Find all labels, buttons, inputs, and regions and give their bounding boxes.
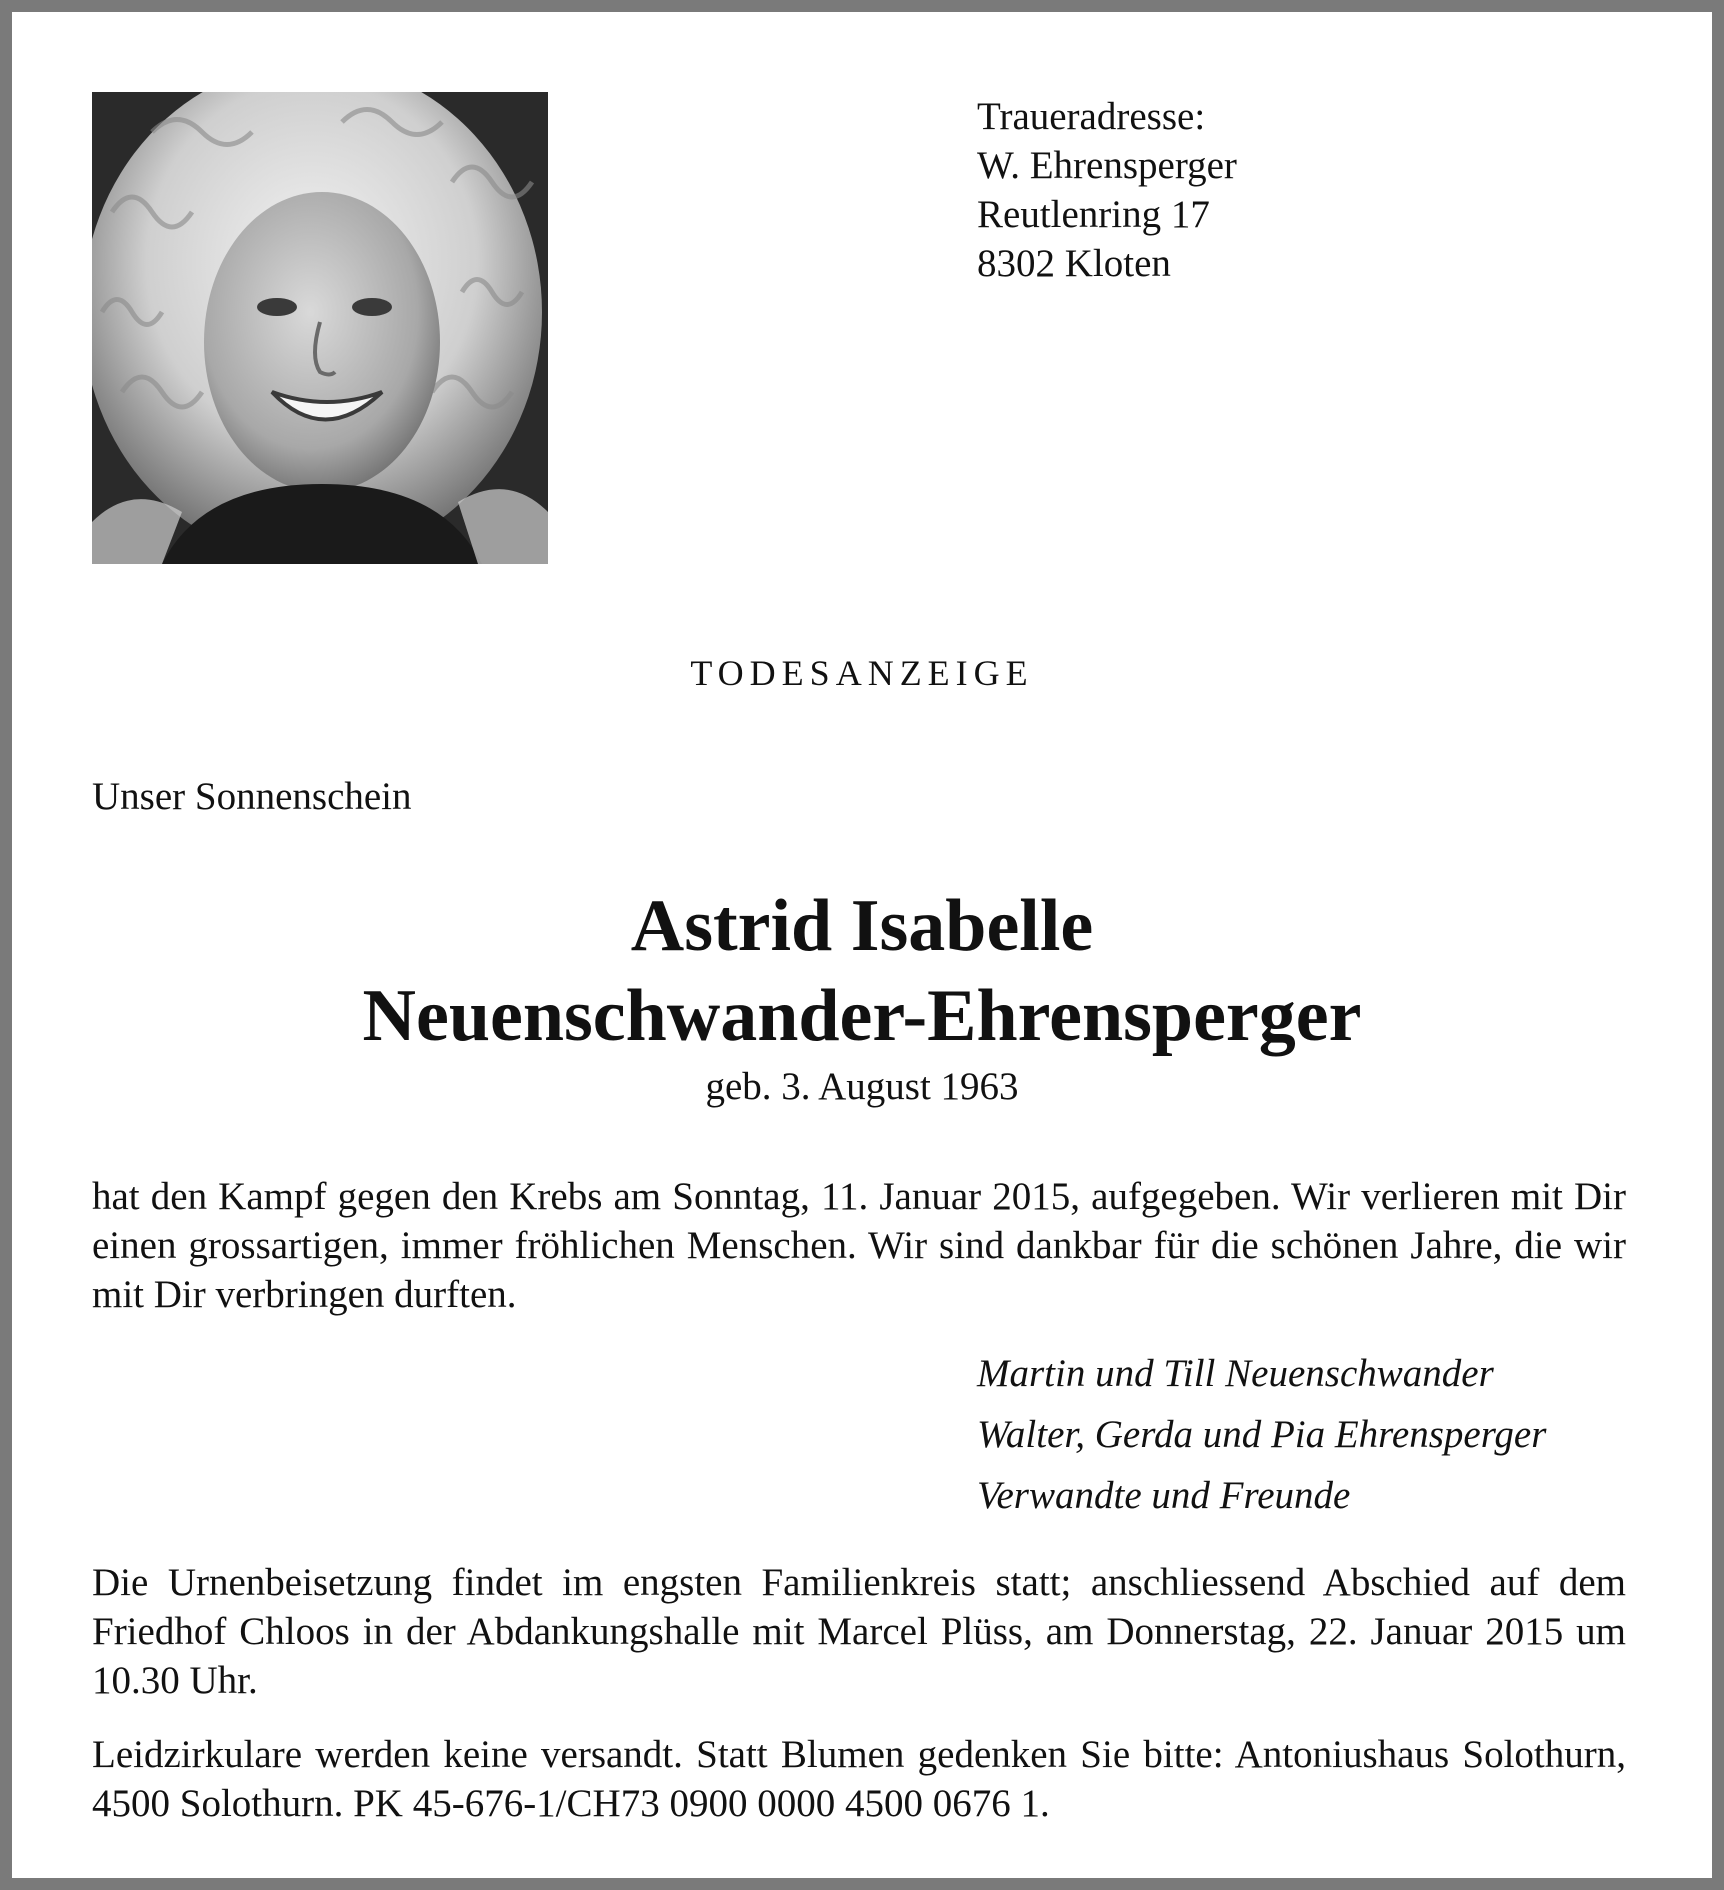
notice-heading: TODESANZEIGE [690, 653, 1034, 693]
address-street: Reutlenring 17 [977, 193, 1210, 236]
ceremony-paragraph: Die Urnenbeisetzung findet im engsten Familienkreis statt; anschliessend Abschied auf dem Friedhof Chloos in der Abdankungshalle mit Marcel Plüss, am Donnerstag, 22. Januar 2015 um 10.30 Uhr. [92, 1561, 1626, 1702]
address-city: 8302 Kloten [977, 242, 1171, 285]
birth-date: geb. 3. August 1963 [705, 1065, 1019, 1108]
mourning-address [977, 92, 1237, 288]
signers-list [977, 1343, 1546, 1526]
intro-text: Unser Sonnenschein [92, 775, 412, 818]
signer-line: Martin und Till Neuenschwander [977, 1352, 1494, 1395]
signer-line: Walter, Gerda und Pia Ehrensperger [977, 1413, 1547, 1456]
portrait-image [92, 92, 548, 564]
deceased-first-names: Astrid Isabelle [630, 885, 1094, 967]
address-name: W. Ehrensperger [977, 144, 1237, 187]
obituary-page [12, 12, 1712, 1878]
signer-line: Verwandte und Freunde [977, 1474, 1351, 1517]
announcement-paragraph: hat den Kampf gegen den Krebs am Sonntag, 11. Januar 2015, aufgegeben. Wir verlieren mit Dir einen grossartigen, immer fröhlichen Menschen. Wir sind dankbar für die schönen Jahre, die wir mit Dir verbringen durften. [92, 1175, 1626, 1316]
address-label: Traueradresse: [977, 95, 1206, 138]
portrait-photo [92, 92, 548, 564]
donations-paragraph: Leidzirkulare werden keine versandt. Statt Blumen gedenken Sie bitte: Antoniushaus Solothurn, 4500 Solothurn. PK 45-676-1/CH73 0900 0000 4500 0676 1. [92, 1733, 1626, 1825]
deceased-surname: Neuenschwander-Ehrensperger [362, 975, 1362, 1057]
